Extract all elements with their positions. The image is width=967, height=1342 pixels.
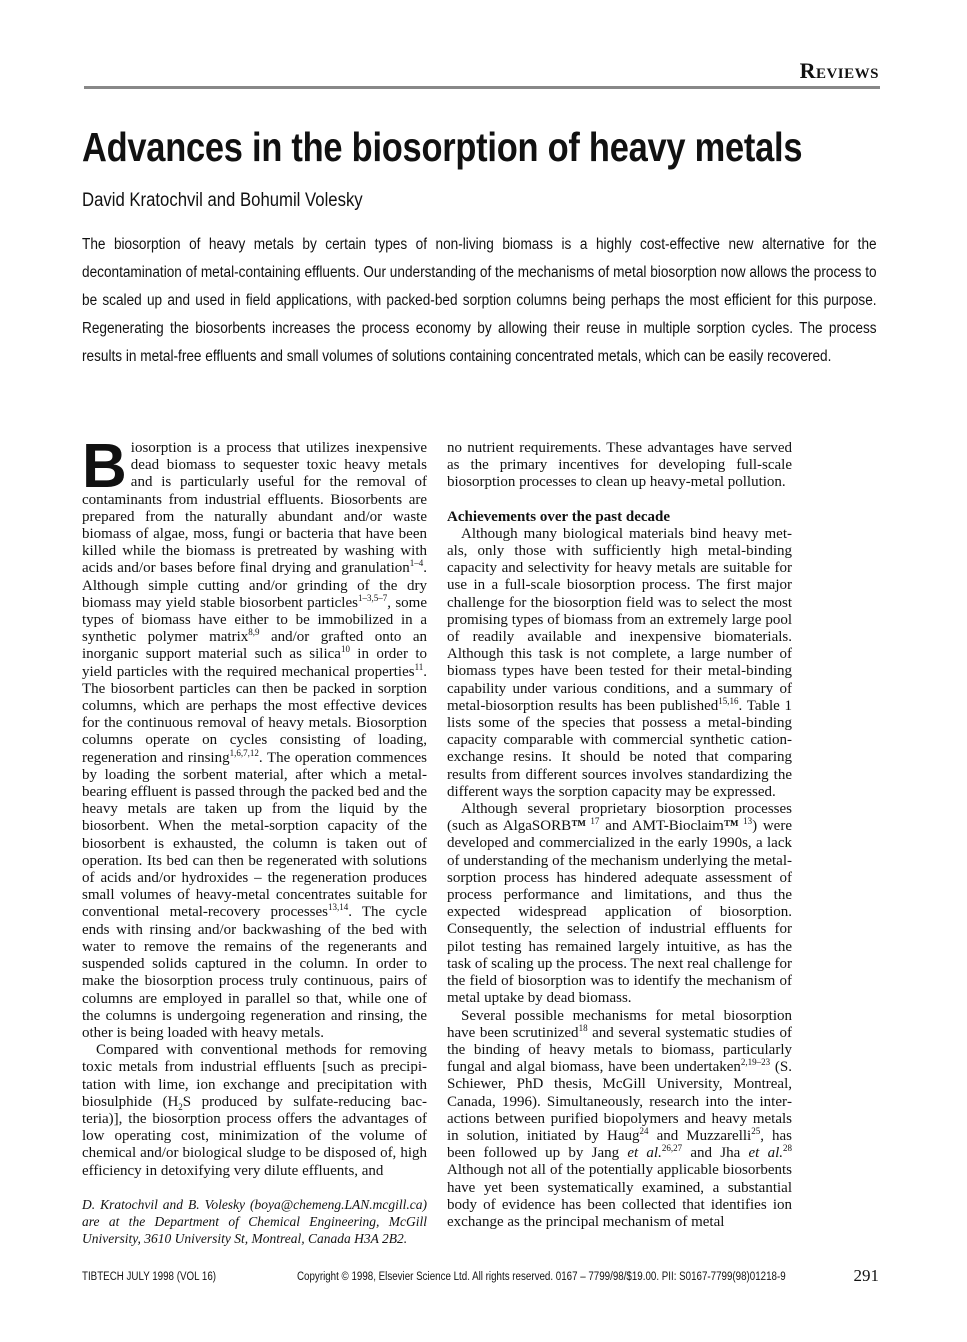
bold-text: ™	[571, 818, 587, 835]
bold-text: ™	[723, 818, 739, 835]
citation-superscript: 1,6,7,12	[229, 747, 259, 758]
section-header: Reviews	[799, 58, 879, 83]
paragraph-text: iosorption is a process that utilizes inexpensive dead biomass to sequester toxic heavy metals and is particularly useful for the removal of contaminants from industrial effluents. Biosorbents are prepared from the naturally abundant and/or waste biomass of algae, moss, fungi or bacteria that have been killed while the biomass is pretreated by washing with acids and/or bases before final drying and granulation$^{1-4}$. Although simple cutting and/or grinding of the dry biomass may yield stable biosorbent particles$^{1-3,5-7}$, some types of biomass have either to be immobilized in a synthetic polymer matrix$^{8,9}$ and/or grafted onto an inorganic support material such as silica$^{10}$ in order to yield particles with the required mechanical properties$^{11}$. The biosorbent particles can then be packed in sorption columns, which are perhaps the most effective devices for the continuous removal of heavy metals. Biosorption columns operate on cycles consisting of loading, regeneration and rinsing$^{1,6,7,12}$. The operation commences by loading the sorbent material, after which a metal-bearing effluent is passed through the packed bed and the heavy metals are taken up from the liquid by the biosorbent. When the metal-sorption capacity of the biosorbent is exhausted, the column is taken out of operation. Its bed can then be regenerated with solutions of acids and/or hydroxides – the regeneration produces small volumes of heavy-metal concentrates suitable for conventional metal-recovery processes$^{13,14}$. The cycle ends with rinsing and/or backwashing of the bed with water to remove the remains of the regenerants and suspended solids captured in the column. In order to make the biosorption process truly continuous, pairs of columns are employed in parallel so that, while one of the columns is undergoing regeneration and rinsing, the other is being loaded with heavy metals.	[82, 440, 428, 1041]
author-affiliation-footnote: D. Kratochvil and B. Volesky (boya@chemeng.LAN.mcgill.ca) are at the Department of Chemical Engineering, McGill University, 3610 University St, Montreal, Canada H3A 2B2.	[82, 1197, 427, 1246]
citation-superscript: 24	[639, 1125, 649, 1136]
body-paragraph: Although several proprietary biosorption processes (such as AlgaSORB™ $^{17}$ and AMT-Bioclaim™ $^{13}$) were developed and commercialized in the early 1990s, a lack of understanding of the mechanism underlying the metal-sorption process has hindered adequate assessment of process performance and limitations, and thus the expected widespread application of biosorption. Consequently, the selection of industrial effluents for pilot testing has remained largely intuitive, as has the task of scaling up the process. The next real challenge for the field of biosorption was to identify the mechanism of metal uptake by dead biomass.	[447, 801, 793, 1007]
section-heading: Achievements over the past decade	[447, 508, 671, 525]
body-paragraph	[82, 432, 428, 1042]
citation-superscript: 25	[751, 1125, 761, 1136]
citation-superscript: 15,16	[718, 695, 739, 706]
subscript: 2	[178, 1101, 183, 1112]
citation-superscript: 17	[586, 816, 600, 827]
citation-superscript: 18	[578, 1022, 588, 1033]
citation-superscript: 26,27	[661, 1143, 683, 1154]
drop-cap: B	[82, 432, 127, 501]
citation-superscript: 10	[340, 644, 350, 655]
citation-superscript: 13,14	[328, 902, 349, 913]
body-paragraph: Several possible mechanisms for metal biosorption have been scrutinized$^{18}$ and several systematic studies of the binding of heavy metals to biomass, particularly fungal and algal biomass, have been undertaken$^{2,19-23}$ (S. Schiewer, PhD thesis, McGill University, Montreal, Canada, 1996). Simultaneously, research into the interactions between purified biopolymers and heavy metals in solution, initiated by Haug$^{24}$ and Muzzarelli$^{25}$, has been followed up by Jang et al.$^{26,27}$ and Jha et al.$^{28}$ Although not all of the potentially applicable biosorbents have yet been systematically examined, a substantial body of evidence has been collected that identifies ion exchange as the principal mechanism of metal	[447, 1007, 793, 1230]
italic-text: et al.	[748, 1145, 783, 1162]
copyright-notice: Copyright © 1998, Elsevier Science Ltd. All rights reserved. 0167 – 7799/98/$19.00. PII: S0167-7799(98)01218-9	[297, 1271, 786, 1283]
right-column	[447, 440, 792, 1231]
left-column	[82, 432, 428, 1180]
article-title: Advances in the biosorption of heavy metals	[82, 124, 803, 170]
italic-text: et al.	[627, 1145, 662, 1162]
citation-superscript: 13	[738, 816, 753, 827]
body-paragraph: Although many biological materials bind heavy metals, only those with sufficiently high metal-binding capacity and selectivity for heavy metals are suitable for use in a full-scale biosorption process. The first major challenge for the biosorption field was to select the most promising types of biomass from an extremely large pool of readily available and inexpensive biomaterials. Although this task is not complete, a large number of biomass types have been tested for their metal-binding capability under various conditions, and a summary of metal-biosorption results has been published$^{15,16}$. Table 1 lists some of the species that possess a metal-binding capacity comparable with commercial synthetic cation-exchange resins. It should be noted that comparing results from different sources involves standardizing the different ways the sorption capacity may be expressed.	[447, 525, 792, 800]
citation-superscript: 1–4	[409, 558, 424, 569]
citation-superscript: 8,9	[248, 627, 260, 638]
journal-info: TIBTECH JULY 1998 (VOL 16)	[82, 1271, 217, 1283]
article-authors: David Kratochvil and Bohumil Volesky	[82, 190, 363, 211]
page-number: 291	[853, 1266, 879, 1285]
body-paragraph: Compared with conventional methods for removing toxic metals from industrial effluents [such as precipitation with lime, ion exchange and precipitation with biosulphide ($H_2S$ produced by sulfate-reducing bacteria)], the biosorption process offers the advantages of low operating cost, minimization of the volume of chemical and/or biological sludge to be disposed of, high efficiency in detoxifying very dilute effluents, and	[82, 1042, 427, 1179]
citation-superscript: 11	[414, 661, 424, 672]
body-paragraph: no nutrient requirements. These advantages have served as the primary incentives for developing full-scale biosorption processes to clean up heavy-metal pollution.	[447, 440, 792, 491]
citation-superscript: 1–3,5–7	[357, 592, 388, 603]
article-abstract: The biosorption of heavy metals by certain types of non-living biomass is a highly cost-effective new alternative for the decontamination of metal-containing effluents. Our understanding of the mechanisms of metal biosorption now allows the process to be scaled up and used in field applications, with packed-bed sorption columns being perhaps the most efficient for this purpose. Regenerating the biosorbents increases the process economy by allowing their reuse in multiple sorption cycles. The process results in metal-free effluents and small volumes of solutions containing concentrated metals, which can be easily recovered.	[82, 236, 877, 365]
citation-superscript: 2,19–23	[740, 1057, 771, 1068]
citation-superscript: 28	[783, 1143, 792, 1154]
header-rule	[84, 86, 880, 89]
